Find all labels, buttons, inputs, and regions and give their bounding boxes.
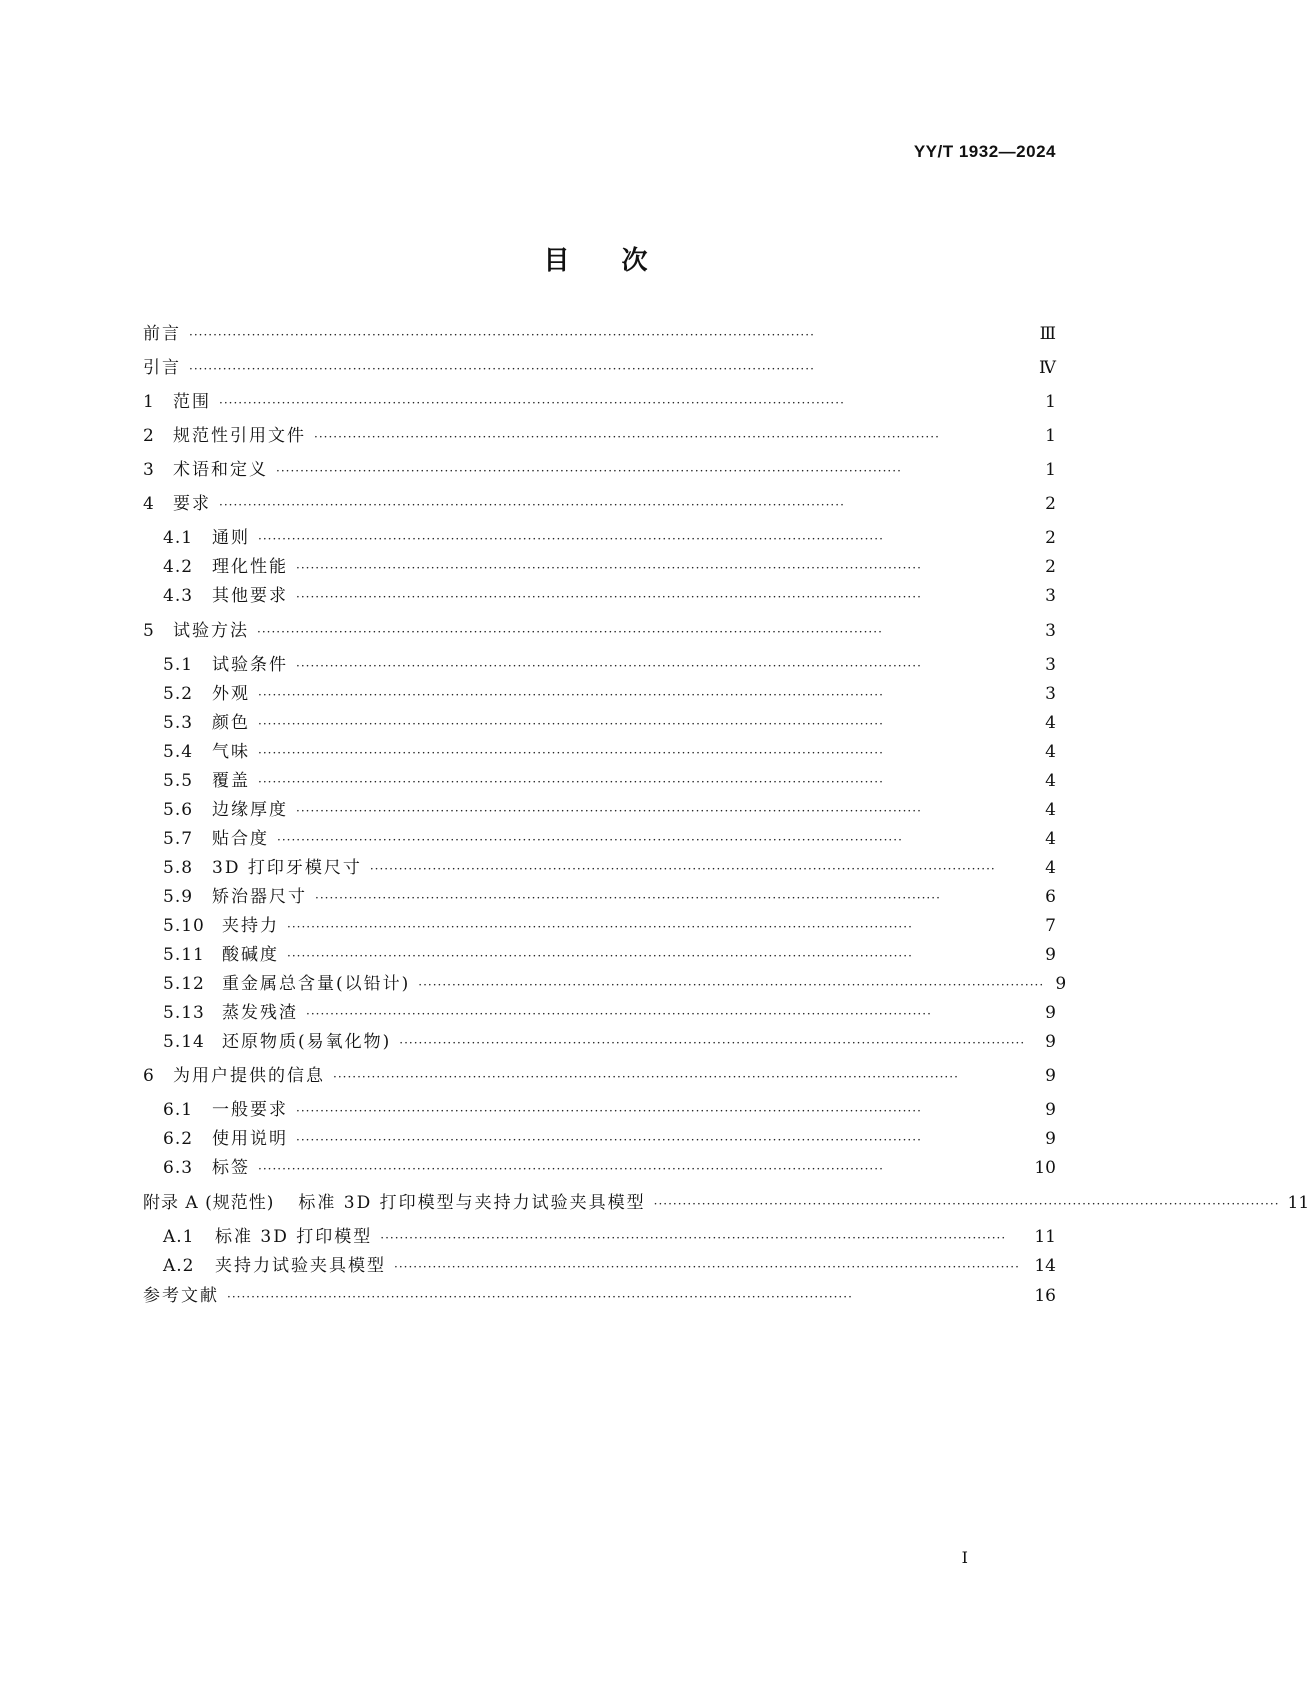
toc-leader: ·································································································································· xyxy=(296,561,922,575)
toc-leader: ·································································································································· xyxy=(418,978,1045,992)
toc-number: 6 xyxy=(143,1066,155,1086)
toc-entry-1[interactable] xyxy=(143,390,1056,414)
toc-entry-5-4[interactable] xyxy=(163,740,1056,764)
toc-page-number: 2 xyxy=(1045,494,1056,514)
toc-leader: ·································································································································· xyxy=(296,659,922,673)
toc-leader: ·································································································································· xyxy=(258,775,884,789)
toc-entry-4-3[interactable] xyxy=(163,584,1056,608)
toc-page-number: 11 xyxy=(1287,1193,1309,1213)
toc-page-number: Ⅳ xyxy=(1039,358,1056,378)
toc-title: 覆盖 xyxy=(212,771,250,791)
toc-page-number: 9 xyxy=(1045,1129,1056,1149)
toc-page-number: 6 xyxy=(1045,887,1056,907)
toc-entry-5-12[interactable] xyxy=(163,972,1067,996)
toc-leader: ·································································································································· xyxy=(219,396,845,410)
toc-title: 3D 打印牙模尺寸 xyxy=(212,858,362,878)
toc-page-number: 3 xyxy=(1045,655,1056,675)
toc-entry-5[interactable] xyxy=(143,619,1056,643)
toc-leader: ·································································································································· xyxy=(276,464,902,478)
toc-number: 5.12 xyxy=(163,974,205,994)
toc-page-number: 3 xyxy=(1045,586,1056,606)
toc-number: A.2 xyxy=(163,1256,195,1276)
toc-number: 3 xyxy=(143,460,155,480)
toc-leader: ·································································································································· xyxy=(258,688,884,702)
toc-title: 标签 xyxy=(212,1158,250,1178)
toc-leader: ·································································································································· xyxy=(653,1197,1280,1211)
toc-page-number: 1 xyxy=(1045,392,1056,412)
toc-page-number: 3 xyxy=(1045,684,1056,704)
toc-entry-6-1[interactable] xyxy=(163,1098,1056,1122)
toc-title: 要求 xyxy=(173,494,211,514)
page-folio: Ⅰ xyxy=(961,1548,968,1567)
toc-entry-bibliography[interactable] xyxy=(143,1284,1056,1308)
toc-title: 参考文献 xyxy=(143,1286,219,1306)
toc-number: 5.4 xyxy=(163,742,194,762)
toc-leader: ·································································································································· xyxy=(257,625,883,639)
toc-entry-2[interactable] xyxy=(143,424,1056,448)
toc-title: 夹持力试验夹具模型 xyxy=(215,1256,386,1276)
toc-number: 4.2 xyxy=(163,557,194,577)
toc-page-number: 16 xyxy=(1034,1286,1056,1306)
toc-page-number: 1 xyxy=(1045,460,1056,480)
toc-title: 还原物质(易氧化物) xyxy=(222,1032,392,1052)
toc-number: 1 xyxy=(143,392,155,412)
toc-entry-5-6[interactable] xyxy=(163,798,1056,822)
toc-title: 边缘厚度 xyxy=(212,800,288,820)
toc-number: 5.11 xyxy=(163,945,205,965)
toc-entry-5-7[interactable] xyxy=(163,827,1056,851)
toc-number: 5.2 xyxy=(163,684,194,704)
toc-entry-a-1[interactable] xyxy=(163,1225,1056,1249)
toc-title: 颜色 xyxy=(212,713,250,733)
toc-page-number: 2 xyxy=(1045,528,1056,548)
toc-title: 一般要求 xyxy=(212,1100,288,1120)
toc-page-number: 9 xyxy=(1045,1032,1056,1052)
toc-entry-5-1[interactable] xyxy=(163,653,1056,677)
toc-title: 引言 xyxy=(143,358,181,378)
toc-title: 矫治器尺寸 xyxy=(212,887,307,907)
toc-leader: ·································································································································· xyxy=(258,746,884,760)
toc-page-number: 4 xyxy=(1045,713,1056,733)
toc-title: 试验条件 xyxy=(212,655,288,675)
toc-page-number: 4 xyxy=(1045,829,1056,849)
toc-leader: ·································································································································· xyxy=(287,949,913,963)
toc-title: 外观 xyxy=(212,684,250,704)
toc-page-number: 10 xyxy=(1034,1158,1056,1178)
toc-title: 标准 3D 打印模型 xyxy=(215,1227,373,1247)
toc-title: 术语和定义 xyxy=(173,460,268,480)
toc-page-number: 9 xyxy=(1045,1003,1056,1023)
toc-entry-5-10[interactable] xyxy=(163,914,1056,938)
toc-title: 使用说明 xyxy=(212,1129,288,1149)
toc-entry-5-9[interactable] xyxy=(163,885,1056,909)
toc-leader: ·································································································································· xyxy=(306,1007,932,1021)
toc-leader: ·································································································································· xyxy=(314,430,940,444)
toc-number: 4.1 xyxy=(163,528,194,548)
toc-leader: ·································································································································· xyxy=(258,717,884,731)
toc-entry-3[interactable] xyxy=(143,458,1056,482)
toc-title: 夹持力 xyxy=(222,916,279,936)
toc-leader: ·································································································································· xyxy=(380,1231,1007,1245)
toc-leader: ·································································································································· xyxy=(399,1036,1026,1050)
toc-leader: ·································································································································· xyxy=(296,804,922,818)
toc-leader: ·································································································································· xyxy=(369,862,996,876)
document-code: YY/T 1932—2024 xyxy=(913,142,1056,161)
toc-number: 2 xyxy=(143,426,155,446)
toc-page-number: 1 xyxy=(1045,426,1056,446)
toc-title: 为用户提供的信息 xyxy=(173,1066,325,1086)
toc-number: 4 xyxy=(143,494,155,514)
toc-title: 理化性能 xyxy=(212,557,288,577)
toc-entry-foreword[interactable] xyxy=(143,322,1056,346)
toc-number: 附录 A (规范性) xyxy=(143,1193,275,1213)
toc-page-number: 2 xyxy=(1045,557,1056,577)
toc-title: 酸碱度 xyxy=(222,945,279,965)
toc-number: 5.5 xyxy=(163,771,194,791)
toc-page-number: 4 xyxy=(1045,858,1056,878)
toc-entry-a-2[interactable] xyxy=(163,1254,1056,1278)
toc-leader: ·································································································································· xyxy=(227,1290,853,1304)
toc-leader: ·································································································································· xyxy=(277,833,903,847)
toc-number: 6.1 xyxy=(163,1100,194,1120)
toc-number: 5.6 xyxy=(163,800,194,820)
toc-title: 贴合度 xyxy=(212,829,269,849)
toc-title: 规范性引用文件 xyxy=(173,426,306,446)
toc-leader: ·································································································································· xyxy=(296,1104,922,1118)
toc-leader: ·································································································································· xyxy=(333,1070,959,1084)
toc-entry-introduction[interactable] xyxy=(143,356,1056,380)
toc-number: 5.10 xyxy=(163,916,205,936)
toc-entry-6-3[interactable] xyxy=(163,1156,1056,1180)
toc-leader: ·································································································································· xyxy=(219,498,845,512)
toc-title: 气味 xyxy=(212,742,250,762)
toc-number: 4.3 xyxy=(163,586,194,606)
toc-title: 重金属总含量(以铅计) xyxy=(222,974,411,994)
toc-page-number: 4 xyxy=(1045,742,1056,762)
toc-number: 5.13 xyxy=(163,1003,205,1023)
toc-leader: ·································································································································· xyxy=(287,920,913,934)
toc-leader: ·································································································································· xyxy=(258,1162,884,1176)
toc-page-number: 14 xyxy=(1034,1256,1056,1276)
toc-leader: ·································································································································· xyxy=(189,328,815,342)
toc-number: 5.8 xyxy=(163,858,194,878)
toc-title: 其他要求 xyxy=(212,586,288,606)
toc-number: 5.1 xyxy=(163,655,194,675)
toc-entry-5-3[interactable] xyxy=(163,711,1056,735)
toc-entry-annex-a[interactable] xyxy=(143,1191,1309,1215)
page-title: 目次 xyxy=(543,246,700,276)
toc-page-number: 9 xyxy=(1045,1066,1056,1086)
toc-title: 试验方法 xyxy=(173,621,249,641)
toc-page-number: 3 xyxy=(1045,621,1056,641)
toc-title: 蒸发残渣 xyxy=(222,1003,298,1023)
toc-entry-6[interactable] xyxy=(143,1064,1056,1088)
toc-entry-6-2[interactable] xyxy=(163,1127,1056,1151)
toc-leader: ·································································································································· xyxy=(296,1133,922,1147)
toc-entry-4-2[interactable] xyxy=(163,555,1056,579)
toc-page-number: 11 xyxy=(1034,1227,1056,1247)
toc-page-number: Ⅲ xyxy=(1039,324,1056,344)
toc-number: 5.9 xyxy=(163,887,194,907)
toc-number: 5.14 xyxy=(163,1032,205,1052)
toc-entry-5-5[interactable] xyxy=(163,769,1056,793)
toc-page-number: 4 xyxy=(1045,800,1056,820)
toc-number: 5.3 xyxy=(163,713,194,733)
toc-leader: ·································································································································· xyxy=(315,891,941,905)
toc-entry-5-13[interactable] xyxy=(163,1001,1056,1025)
toc-page-number: 9 xyxy=(1045,945,1056,965)
toc-entry-5-14[interactable] xyxy=(163,1030,1056,1054)
toc-entry-5-2[interactable] xyxy=(163,682,1056,706)
toc-entry-4-1[interactable] xyxy=(163,526,1056,550)
toc-entry-4[interactable] xyxy=(143,492,1056,516)
toc-page-number: 7 xyxy=(1045,916,1056,936)
toc-leader: ·································································································································· xyxy=(189,362,815,376)
toc-number: 6.2 xyxy=(163,1129,194,1149)
toc-page-number: 9 xyxy=(1045,1100,1056,1120)
toc-number: A.1 xyxy=(163,1227,195,1247)
toc-entry-5-8[interactable] xyxy=(163,856,1056,880)
toc-number: 6.3 xyxy=(163,1158,194,1178)
toc-leader: ·································································································································· xyxy=(296,590,922,604)
toc-number: 5 xyxy=(143,621,155,641)
toc-title: 通则 xyxy=(212,528,250,548)
toc-entry-5-11[interactable] xyxy=(163,943,1056,967)
toc-leader: ·································································································································· xyxy=(394,1260,1020,1274)
toc-leader: ·································································································································· xyxy=(258,532,884,546)
toc-title: 范围 xyxy=(173,392,211,412)
toc-page-number: 4 xyxy=(1045,771,1056,791)
toc-title: 前言 xyxy=(143,324,181,344)
toc-page-number: 9 xyxy=(1055,974,1067,994)
toc-title: 标准 3D 打印模型与夹持力试验夹具模型 xyxy=(298,1193,646,1213)
toc-number: 5.7 xyxy=(163,829,194,849)
